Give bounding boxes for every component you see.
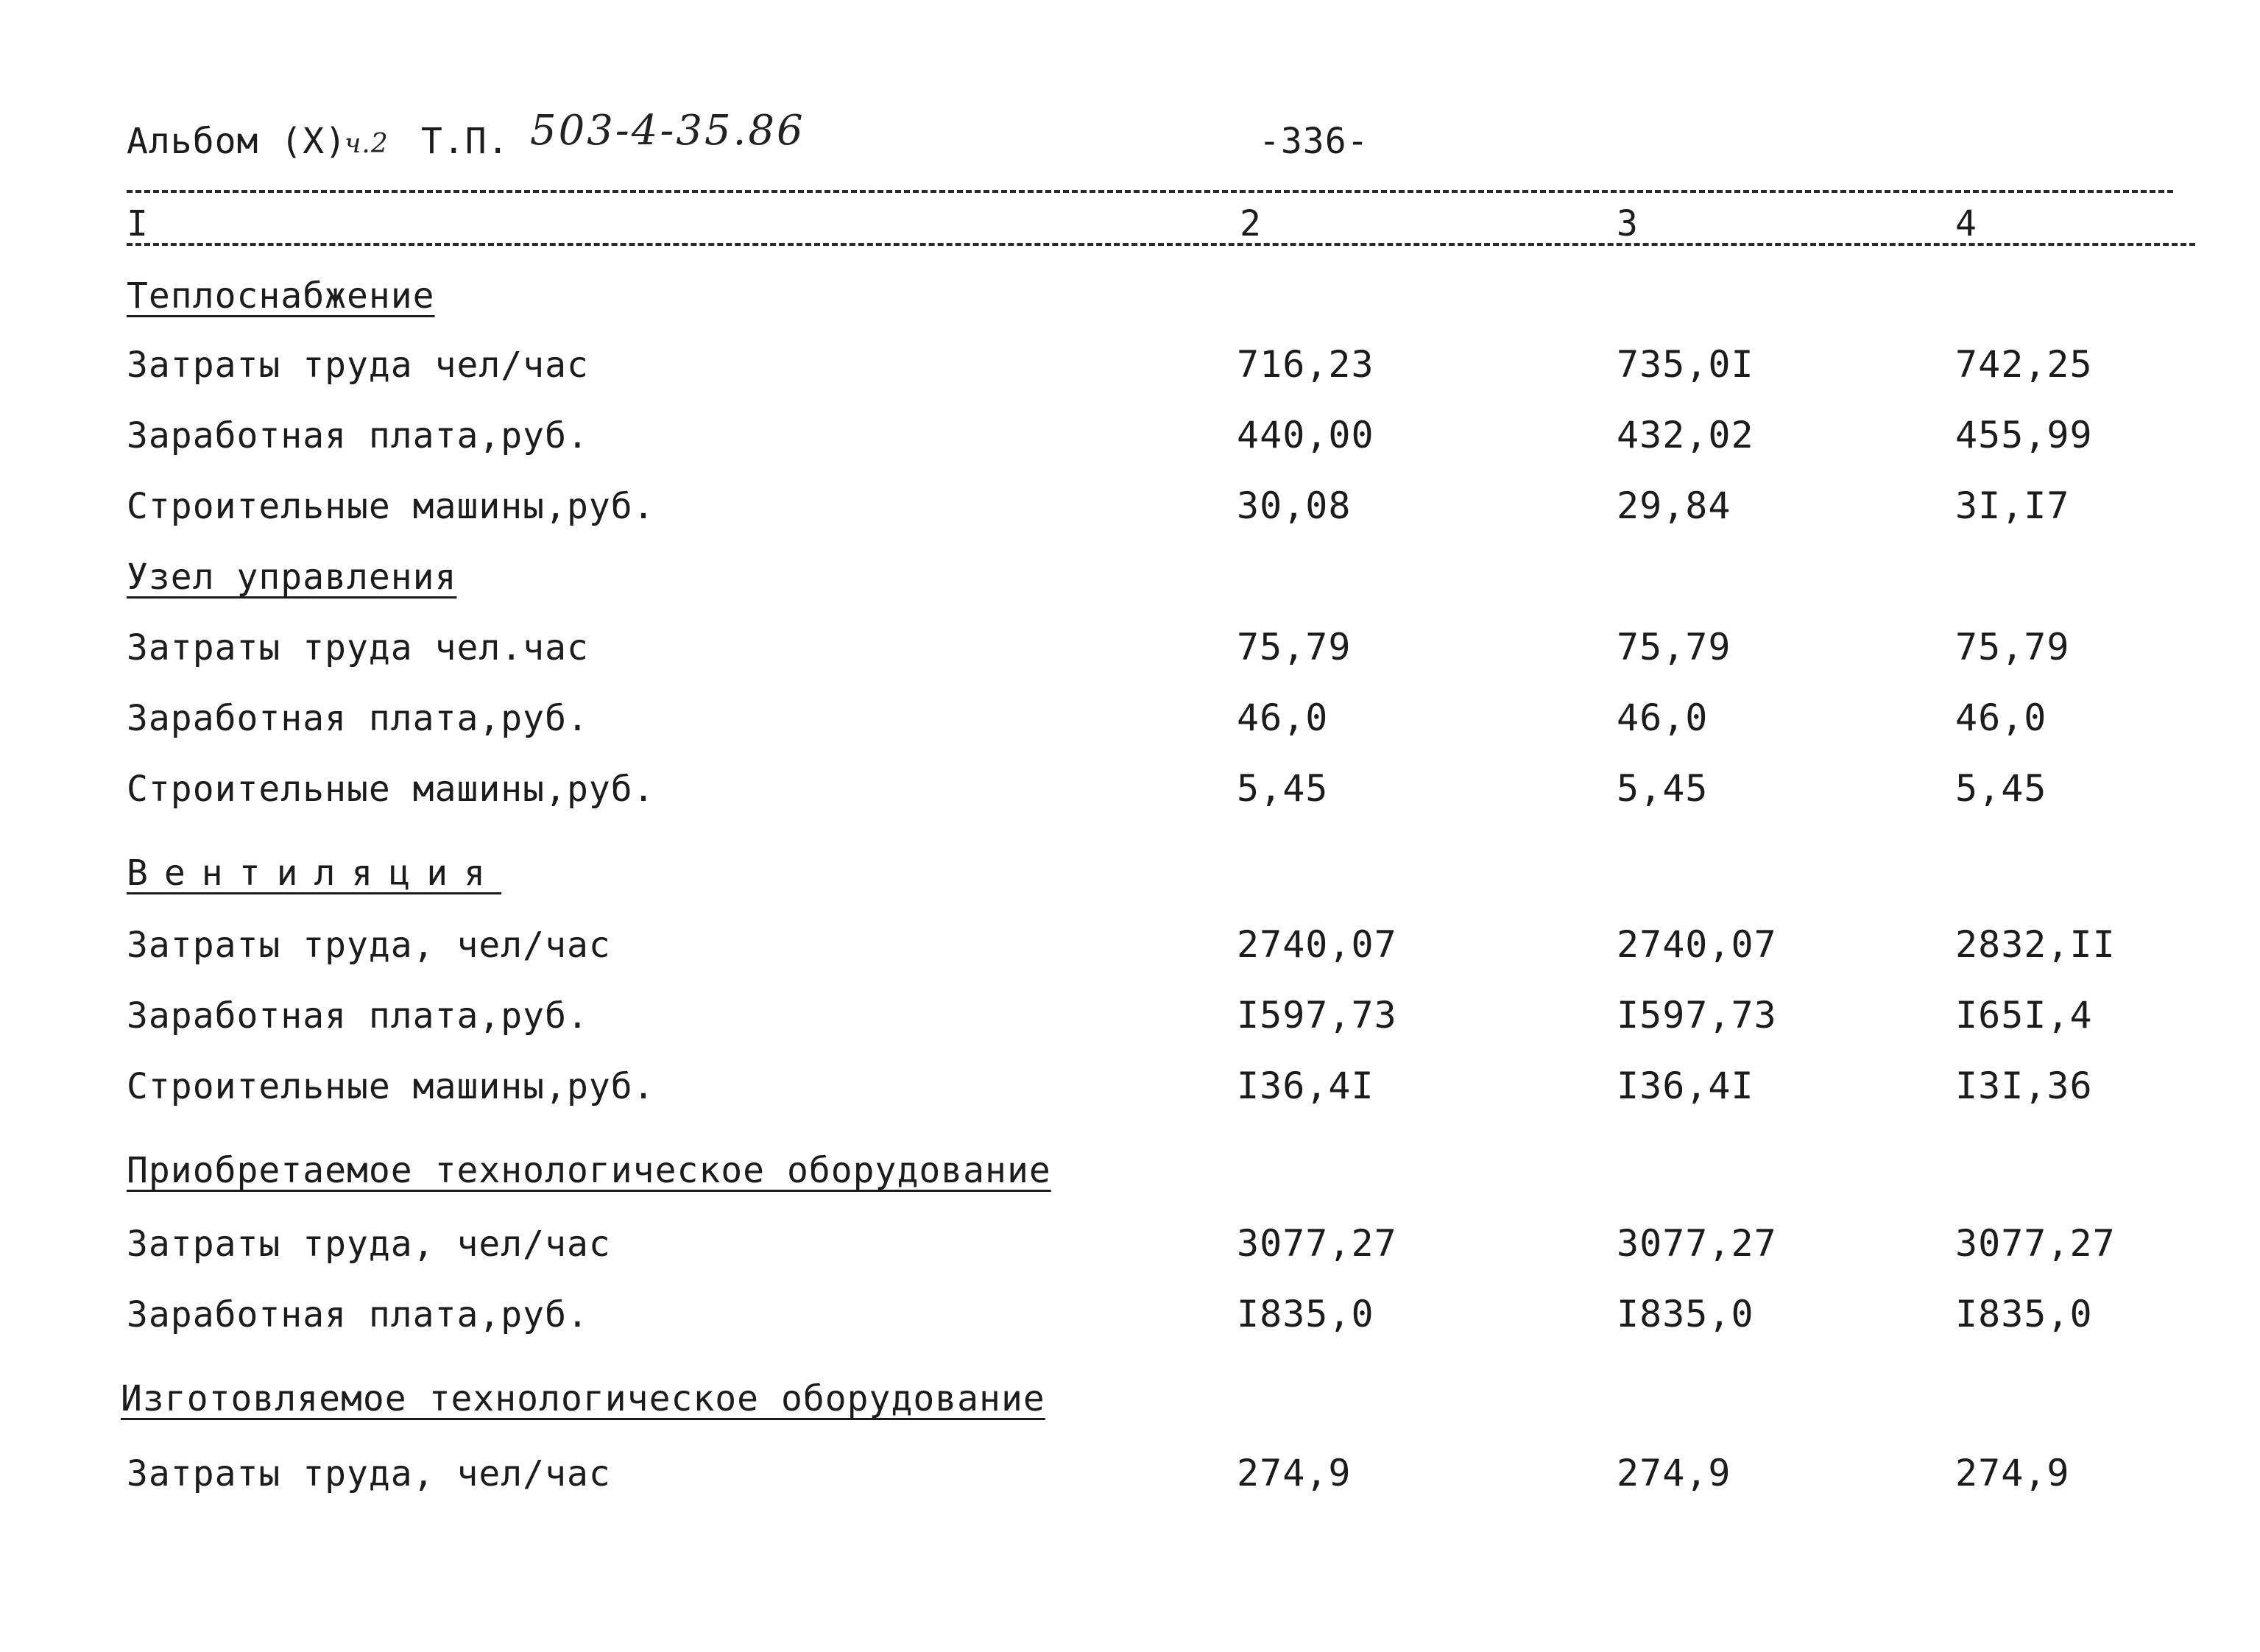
header-rule-top bbox=[127, 190, 2173, 193]
cell-value: 75,79 bbox=[1955, 626, 2070, 668]
cell-value: 5,45 bbox=[1617, 767, 1709, 810]
cell-value: 274,9 bbox=[1955, 1452, 2070, 1494]
column-header-3: 3 bbox=[1617, 203, 1639, 244]
header-rule-bottom bbox=[127, 243, 2195, 246]
cell-value: I3I,36 bbox=[1955, 1065, 2093, 1107]
album-part-handwritten: ч.2 bbox=[345, 129, 389, 159]
row-label: Заработная плата,руб. bbox=[127, 415, 589, 456]
section-title-control-unit: Узел управления bbox=[127, 557, 457, 598]
column-header-2: 2 bbox=[1240, 203, 1262, 244]
cell-value: 3077,27 bbox=[1955, 1222, 2116, 1265]
row-label: Заработная плата,руб. bbox=[127, 1294, 589, 1335]
album-label: Альбом (Х) bbox=[127, 121, 347, 162]
row-label: Затраты труда, чел/час bbox=[127, 1453, 611, 1494]
cell-value: 5,45 bbox=[1955, 767, 2047, 810]
row-label: Заработная плата,руб. bbox=[127, 698, 589, 739]
section-title-heating: Теплоснабжение bbox=[127, 275, 435, 317]
tp-label: Т.П. bbox=[421, 121, 509, 162]
cell-value: 29,84 bbox=[1617, 484, 1731, 527]
cell-value: I36,4I bbox=[1617, 1065, 1754, 1107]
row-label: Строительные машины,руб. bbox=[127, 1066, 655, 1107]
cell-value: 75,79 bbox=[1237, 626, 1352, 668]
row-label: Строительные машины,руб. bbox=[127, 769, 655, 810]
cell-value: 3077,27 bbox=[1617, 1222, 1777, 1265]
cell-value: 742,25 bbox=[1955, 343, 2093, 386]
cell-value: 2740,07 bbox=[1617, 923, 1777, 966]
row-label: Затраты труда чел/час bbox=[127, 345, 589, 386]
cell-value: 2740,07 bbox=[1237, 923, 1397, 966]
row-label: Затраты труда, чел/час bbox=[127, 1224, 611, 1265]
cell-value: 455,99 bbox=[1955, 414, 2093, 456]
section-title-purchased-equipment: Приобретаемое технологическое оборудование bbox=[127, 1150, 1051, 1191]
row-label: Строительные машины,руб. bbox=[127, 486, 655, 527]
column-header-4: 4 bbox=[1955, 203, 1977, 244]
cell-value: 432,02 bbox=[1617, 414, 1754, 456]
cell-value: 46,0 bbox=[1237, 696, 1329, 739]
cell-value: 5,45 bbox=[1237, 767, 1329, 810]
column-header-1: I bbox=[127, 203, 149, 244]
cell-value: 3I,I7 bbox=[1955, 484, 2070, 527]
cell-value: I597,73 bbox=[1237, 994, 1397, 1037]
section-title-manufactured-equipment: Изготовляемое технологическое оборудование bbox=[121, 1378, 1045, 1419]
row-label: Затраты труда, чел/час bbox=[127, 925, 611, 966]
cell-value: 716,23 bbox=[1237, 343, 1374, 386]
row-label: Заработная плата,руб. bbox=[127, 995, 589, 1037]
cell-value: I835,0 bbox=[1955, 1293, 2093, 1335]
cell-value: 75,79 bbox=[1617, 626, 1731, 668]
tp-number-handwritten: 503-4-35.86 bbox=[530, 107, 805, 155]
cell-value: I36,4I bbox=[1237, 1065, 1374, 1107]
cell-value: I835,0 bbox=[1617, 1293, 1754, 1335]
cell-value: 274,9 bbox=[1617, 1452, 1731, 1494]
cell-value: 30,08 bbox=[1237, 484, 1352, 527]
section-title-ventilation: Вентиляция bbox=[127, 853, 501, 894]
page-number: -336- bbox=[1259, 121, 1369, 162]
cell-value: I835,0 bbox=[1237, 1293, 1374, 1335]
cell-value: 2832,II bbox=[1955, 923, 2116, 966]
cell-value: 46,0 bbox=[1617, 696, 1709, 739]
row-label: Затраты труда чел.час bbox=[127, 627, 589, 668]
cell-value: I65I,4 bbox=[1955, 994, 2093, 1037]
cell-value: I597,73 bbox=[1617, 994, 1777, 1037]
cell-value: 440,00 bbox=[1237, 414, 1374, 456]
cell-value: 274,9 bbox=[1237, 1452, 1352, 1494]
cell-value: 3077,27 bbox=[1237, 1222, 1397, 1265]
cell-value: 46,0 bbox=[1955, 696, 2047, 739]
cell-value: 735,0I bbox=[1617, 343, 1754, 386]
